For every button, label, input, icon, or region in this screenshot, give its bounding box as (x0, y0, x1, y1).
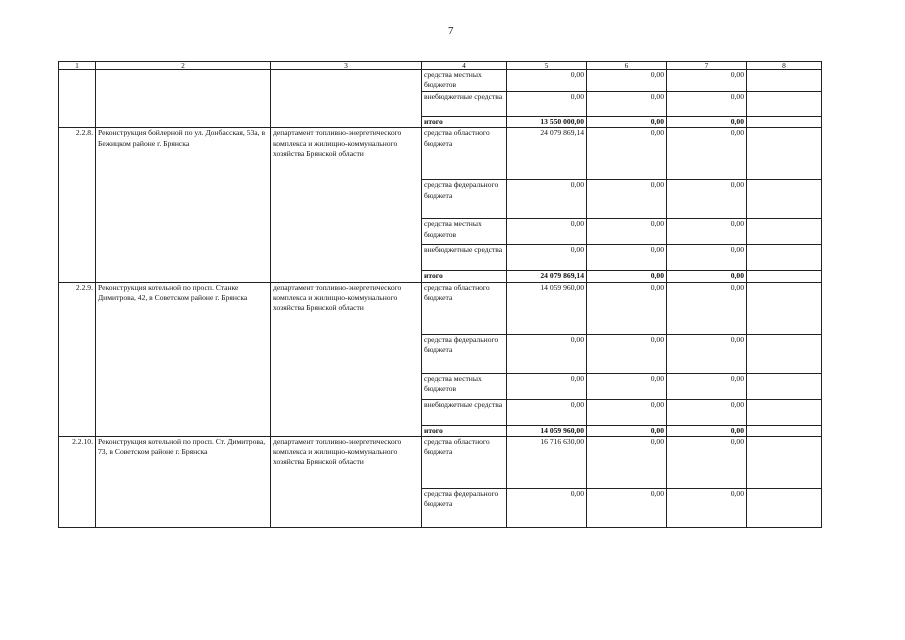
amount-cell: 0,00 (587, 128, 667, 180)
empty-cell (747, 488, 822, 527)
amount-cell: 0,00 (587, 219, 667, 245)
item-number: 2.2.8. (59, 128, 96, 282)
column-number: 3 (271, 62, 422, 70)
funding-source: средства областного бюджета (422, 436, 507, 488)
amount-cell: 0,00 (667, 436, 747, 488)
amount-cell: 24 079 869,14 (507, 271, 587, 282)
header-row (59, 62, 822, 70)
amount-cell: 0,00 (587, 180, 667, 219)
empty-cell (271, 70, 422, 128)
amount-cell: 0,00 (587, 92, 667, 117)
funding-source: средства местных бюджетов (422, 70, 507, 92)
amount-cell: 0,00 (667, 425, 747, 436)
amount-cell: 0,00 (667, 180, 747, 219)
funding-source: средства федерального бюджета (422, 488, 507, 527)
funding-source: внебюджетные средства (422, 245, 507, 271)
amount-cell: 0,00 (587, 117, 667, 128)
funding-source: средства областного бюджета (422, 128, 507, 180)
item-name: Реконструкция котельной по просп. Ст. Димитрова, 73, в Советском районе г. Брянска (96, 436, 271, 527)
empty-cell (747, 436, 822, 488)
amount-cell: 0,00 (667, 128, 747, 180)
empty-cell (747, 399, 822, 425)
amount-cell: 0,00 (587, 282, 667, 334)
amount-cell: 0,00 (587, 245, 667, 271)
column-number: 5 (507, 62, 587, 70)
funding-source: итого (422, 271, 507, 282)
column-number: 8 (747, 62, 822, 70)
page-number: 7 (448, 25, 454, 37)
amount-cell: 0,00 (667, 92, 747, 117)
empty-cell (747, 92, 822, 117)
amount-cell: 0,00 (507, 219, 587, 245)
amount-cell: 0,00 (587, 436, 667, 488)
column-number: 4 (422, 62, 507, 70)
amount-cell: 0,00 (587, 425, 667, 436)
amount-cell: 0,00 (507, 92, 587, 117)
amount-cell: 0,00 (507, 334, 587, 373)
funding-source: средства областного бюджета (422, 282, 507, 334)
amount-cell: 0,00 (587, 399, 667, 425)
funding-source: внебюджетные средства (422, 399, 507, 425)
amount-cell: 14 059 960,00 (507, 282, 587, 334)
amount-cell: 0,00 (667, 488, 747, 527)
funding-source: итого (422, 425, 507, 436)
amount-cell: 0,00 (587, 488, 667, 527)
amount-cell: 0,00 (507, 488, 587, 527)
empty-cell (747, 180, 822, 219)
program-table (58, 61, 822, 528)
empty-cell (747, 219, 822, 245)
empty-cell (96, 70, 271, 128)
amount-cell: 0,00 (587, 271, 667, 282)
amount-cell: 24 079 869,14 (507, 128, 587, 180)
item-number: 2.2.10. (59, 436, 96, 527)
table-row (59, 436, 822, 488)
empty-cell (747, 282, 822, 334)
amount-cell: 0,00 (667, 334, 747, 373)
amount-cell: 0,00 (587, 70, 667, 92)
amount-cell: 0,00 (667, 70, 747, 92)
table-row (59, 282, 822, 334)
empty-cell (747, 271, 822, 282)
table-row (59, 128, 822, 180)
funding-source: средства местных бюджетов (422, 373, 507, 399)
amount-cell: 0,00 (667, 373, 747, 399)
item-executor: департамент топливно-энергетического комплекса и жилищно-коммунального хозяйства Брянской области (271, 128, 422, 282)
item-executor: департамент топливно-энергетического комплекса и жилищно-коммунального хозяйства Брянской области (271, 282, 422, 436)
table-row (59, 70, 822, 92)
amount-cell: 0,00 (507, 245, 587, 271)
empty-cell (747, 117, 822, 128)
amount-cell: 0,00 (507, 399, 587, 425)
empty-cell (747, 128, 822, 180)
amount-cell: 0,00 (587, 334, 667, 373)
amount-cell: 13 550 000,00 (507, 117, 587, 128)
empty-cell (747, 245, 822, 271)
amount-cell: 14 059 960,00 (507, 425, 587, 436)
amount-cell: 0,00 (667, 245, 747, 271)
amount-cell: 0,00 (667, 399, 747, 425)
funding-source: средства федерального бюджета (422, 334, 507, 373)
amount-cell: 16 716 630,00 (507, 436, 587, 488)
item-name: Реконструкция котельной по просп. Станке Димитрова, 42, в Советском районе г. Брянска (96, 282, 271, 436)
item-executor: департамент топливно-энергетического комплекса и жилищно-коммунального хозяйства Брянской области (271, 436, 422, 527)
empty-cell (747, 70, 822, 92)
item-name: Реконструкция бойлерной по ул. Донбасская, 53а, в Бежицком районе г. Брянска (96, 128, 271, 282)
amount-cell: 0,00 (667, 282, 747, 334)
funding-source: средства федерального бюджета (422, 180, 507, 219)
amount-cell: 0,00 (587, 373, 667, 399)
funding-source: внебюджетные средства (422, 92, 507, 117)
column-number: 2 (96, 62, 271, 70)
column-number: 6 (587, 62, 667, 70)
empty-cell (747, 425, 822, 436)
amount-cell: 0,00 (667, 219, 747, 245)
amount-cell: 0,00 (667, 271, 747, 282)
empty-cell (59, 70, 96, 128)
amount-cell: 0,00 (507, 373, 587, 399)
amount-cell: 0,00 (507, 70, 587, 92)
column-number: 1 (59, 62, 96, 70)
amount-cell: 0,00 (507, 180, 587, 219)
empty-cell (747, 334, 822, 373)
amount-cell: 0,00 (667, 117, 747, 128)
column-number: 7 (667, 62, 747, 70)
funding-source: итого (422, 117, 507, 128)
item-number: 2.2.9. (59, 282, 96, 436)
empty-cell (747, 373, 822, 399)
funding-source: средства местных бюджетов (422, 219, 507, 245)
